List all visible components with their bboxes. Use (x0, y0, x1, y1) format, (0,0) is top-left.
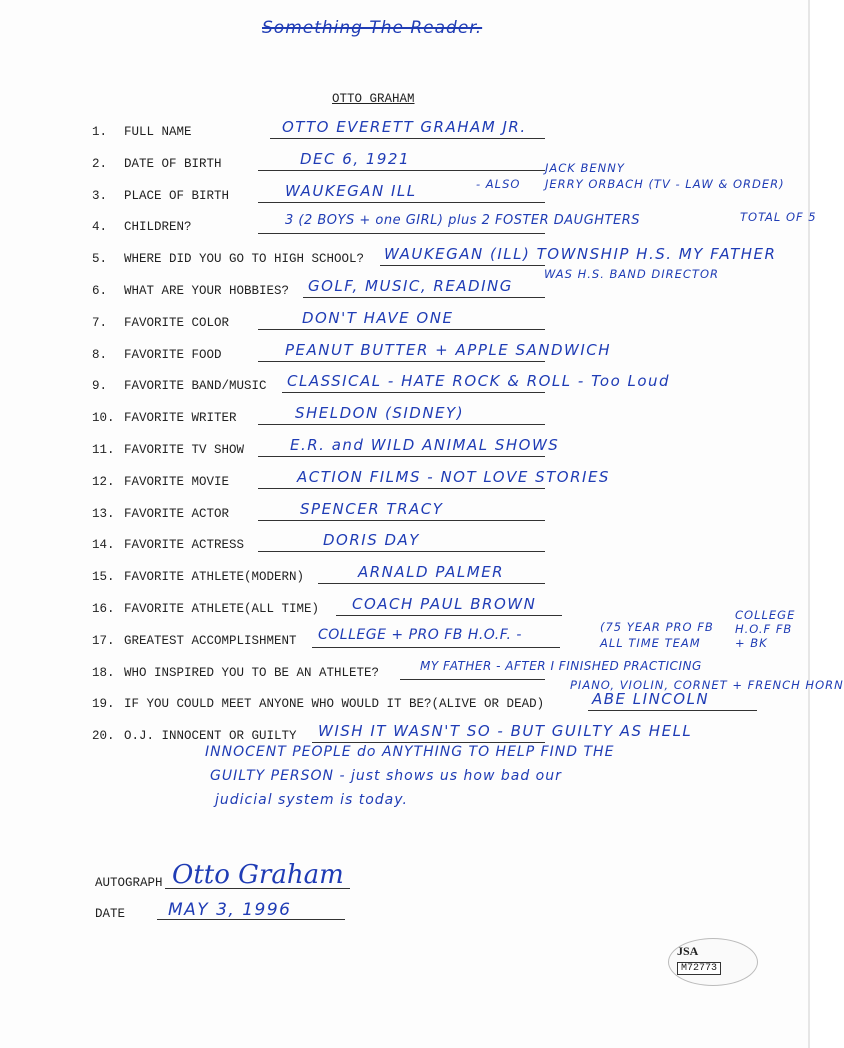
question-row (0, 342, 816, 366)
question-number: 4. (92, 220, 108, 235)
handwritten-note: JACK BENNY (545, 160, 625, 175)
question-label: PLACE OF BIRTH (124, 188, 230, 203)
answer-line (258, 361, 545, 362)
answer-line (258, 551, 545, 552)
question-row (0, 151, 816, 175)
answer-line (258, 520, 545, 521)
question-row (0, 722, 816, 809)
handwritten-answer: PEANUT BUTTER + APPLE SANDWICH (285, 340, 612, 359)
handwritten-answer: DORIS DAY (323, 531, 420, 550)
answer-line (258, 233, 545, 234)
handwritten-answer: ACTION FILMS - NOT LOVE STORIES (297, 467, 610, 486)
question-row (0, 310, 816, 334)
jsa-authentication-sticker (668, 938, 758, 986)
struck-header (262, 18, 482, 38)
answer-line (312, 742, 545, 743)
question-number: 12. (92, 474, 115, 489)
answer-line (400, 679, 545, 680)
question-row (0, 501, 816, 525)
handwritten-answer: DEC 6, 1921 (300, 149, 411, 168)
handwritten-answer: MY FATHER - AFTER I FINISHED PRACTICING (420, 658, 702, 673)
question-row (0, 691, 816, 715)
handwritten-note: (75 YEAR PRO FB (600, 619, 714, 634)
question-number: 18. (92, 665, 115, 680)
question-label: GREATEST ACCOMPLISHMENT (124, 633, 297, 648)
answer-line (270, 138, 545, 139)
handwritten-answer: GOLF, MUSIC, READING (308, 277, 513, 295)
date-value: MAY 3, 1996 (168, 900, 292, 920)
autograph-label: AUTOGRAPH (95, 876, 163, 890)
question-label: FAVORITE TV SHOW (124, 443, 245, 457)
question-number: 10. (92, 411, 115, 426)
handwritten-note: PIANO, VIOLIN, CORNET + FRENCH HORN (570, 677, 844, 692)
question-number: 11. (92, 443, 115, 457)
question-number: 20. (92, 729, 115, 744)
handwritten-note: INNOCENT PEOPLE do ANYTHING TO HELP FIND THE (205, 744, 615, 761)
question-label: FAVORITE MOVIE (124, 474, 230, 489)
question-label: IF YOU COULD MEET ANYONE WHO WOULD IT BE?(ALIVE OR DEAD) (124, 697, 545, 712)
answer-line (312, 647, 560, 648)
autograph-signature: Otto Graham (172, 860, 344, 890)
question-label: FAVORITE ATHLETE(MODERN) (124, 570, 305, 585)
answer-line (380, 265, 545, 266)
certificate-number: M72773 (677, 962, 721, 975)
question-number: 15. (92, 570, 115, 585)
question-row (0, 405, 816, 429)
answer-line (258, 424, 545, 425)
answer-line (258, 456, 545, 457)
handwritten-answer: CLASSICAL - HATE ROCK & ROLL - Too Loud (287, 372, 671, 391)
date-label: DATE (95, 907, 126, 921)
handwritten-note: judicial system is today. (215, 792, 408, 809)
question-number: 5. (92, 252, 108, 267)
question-row (0, 119, 816, 143)
handwritten-answer: 3 (2 BOYS + one GIRL) plus 2 FOSTER DAUGHTERS (285, 213, 640, 229)
answer-line (282, 392, 545, 393)
question-number: 19. (92, 697, 115, 712)
handwritten-note: JERRY ORBACH (TV - LAW & ORDER) (545, 176, 785, 191)
handwritten-note: ALL TIME TEAM (600, 635, 701, 650)
question-row (0, 278, 816, 302)
question-row (0, 532, 816, 556)
question-label: WHO INSPIRED YOU TO BE AN ATHLETE? (124, 665, 380, 680)
answer-line (258, 329, 545, 330)
struck-text: Something The Reader. (262, 18, 483, 38)
question-label: O.J. INNOCENT OR GUILTY (124, 729, 297, 744)
question-label: WHAT ARE YOUR HOBBIES? (124, 284, 290, 298)
answer-line (303, 297, 545, 298)
handwritten-answer: ARNALD PALMER (358, 563, 505, 582)
handwritten-answer: WAUKEGAN (ILL) TOWNSHIP H.S. MY FATHER (384, 245, 777, 264)
question-number: 7. (92, 315, 108, 330)
question-row (0, 373, 816, 397)
handwritten-answer: OTTO EVERETT GRAHAM JR. (282, 118, 527, 136)
question-row (0, 596, 816, 620)
question-row (0, 469, 816, 493)
question-label: FAVORITE ACTOR (124, 506, 230, 521)
handwritten-note: GUILTY PERSON - just shows us how bad our (210, 768, 562, 785)
handwritten-answer: ABE LINCOLN (592, 690, 710, 709)
question-row (0, 564, 816, 588)
handwritten-note: COLLEGE H.O.F FB + BK (735, 607, 796, 650)
handwritten-note: - ALSO (476, 176, 521, 191)
question-number: 3. (92, 188, 108, 203)
question-label: FAVORITE BAND/MUSIC (124, 379, 267, 394)
answer-line (258, 488, 545, 489)
question-row (0, 658, 844, 692)
question-label: DATE OF BIRTH (124, 156, 222, 171)
question-label: FAVORITE ATHLETE(ALL TIME) (124, 602, 320, 616)
question-label: CHILDREN? (124, 220, 192, 235)
question-label: FAVORITE COLOR (124, 315, 230, 330)
page-title: OTTO GRAHAM (332, 92, 415, 106)
handwritten-note: WAS H.S. BAND DIRECTOR (544, 267, 720, 282)
answer-line (588, 710, 757, 711)
question-label: FULL NAME (124, 125, 192, 139)
question-row (0, 245, 816, 282)
handwritten-answer: SHELDON (SIDNEY) (295, 404, 465, 423)
answer-line (258, 202, 545, 203)
handwritten-answer: COLLEGE + PRO FB H.O.F. - (318, 626, 522, 643)
question-number: 9. (92, 379, 108, 394)
question-number: 13. (92, 506, 115, 521)
jsa-logo: JSA (677, 944, 699, 958)
question-number: 2. (92, 156, 108, 171)
question-label: FAVORITE WRITER (124, 411, 237, 426)
handwritten-answer: DON'T HAVE ONE (302, 308, 454, 327)
question-number: 1. (92, 125, 108, 139)
question-number: 14. (92, 538, 115, 553)
question-number: 6. (92, 284, 108, 298)
question-number: 16. (92, 602, 115, 616)
handwritten-answer: WAUKEGAN ILL (285, 181, 417, 200)
handwritten-answer: WISH IT WASN'T SO - BUT GUILTY AS HELL (318, 722, 693, 741)
answer-line (336, 615, 562, 616)
question-label: FAVORITE ACTRESS (124, 538, 245, 553)
question-number: 17. (92, 633, 115, 648)
answer-line (318, 583, 545, 584)
question-row (0, 210, 817, 238)
handwritten-answer: COACH PAUL BROWN (352, 595, 537, 613)
handwritten-answer: E.R. and WILD ANIMAL SHOWS (290, 436, 560, 454)
question-row (0, 437, 816, 461)
handwritten-answer: SPENCER TRACY (300, 499, 444, 518)
answer-line (258, 170, 545, 171)
question-label: FAVORITE FOOD (124, 347, 222, 362)
question-number: 8. (92, 347, 108, 362)
handwritten-note: TOTAL OF 5 (740, 210, 817, 225)
question-label: WHERE DID YOU GO TO HIGH SCHOOL? (124, 252, 365, 267)
